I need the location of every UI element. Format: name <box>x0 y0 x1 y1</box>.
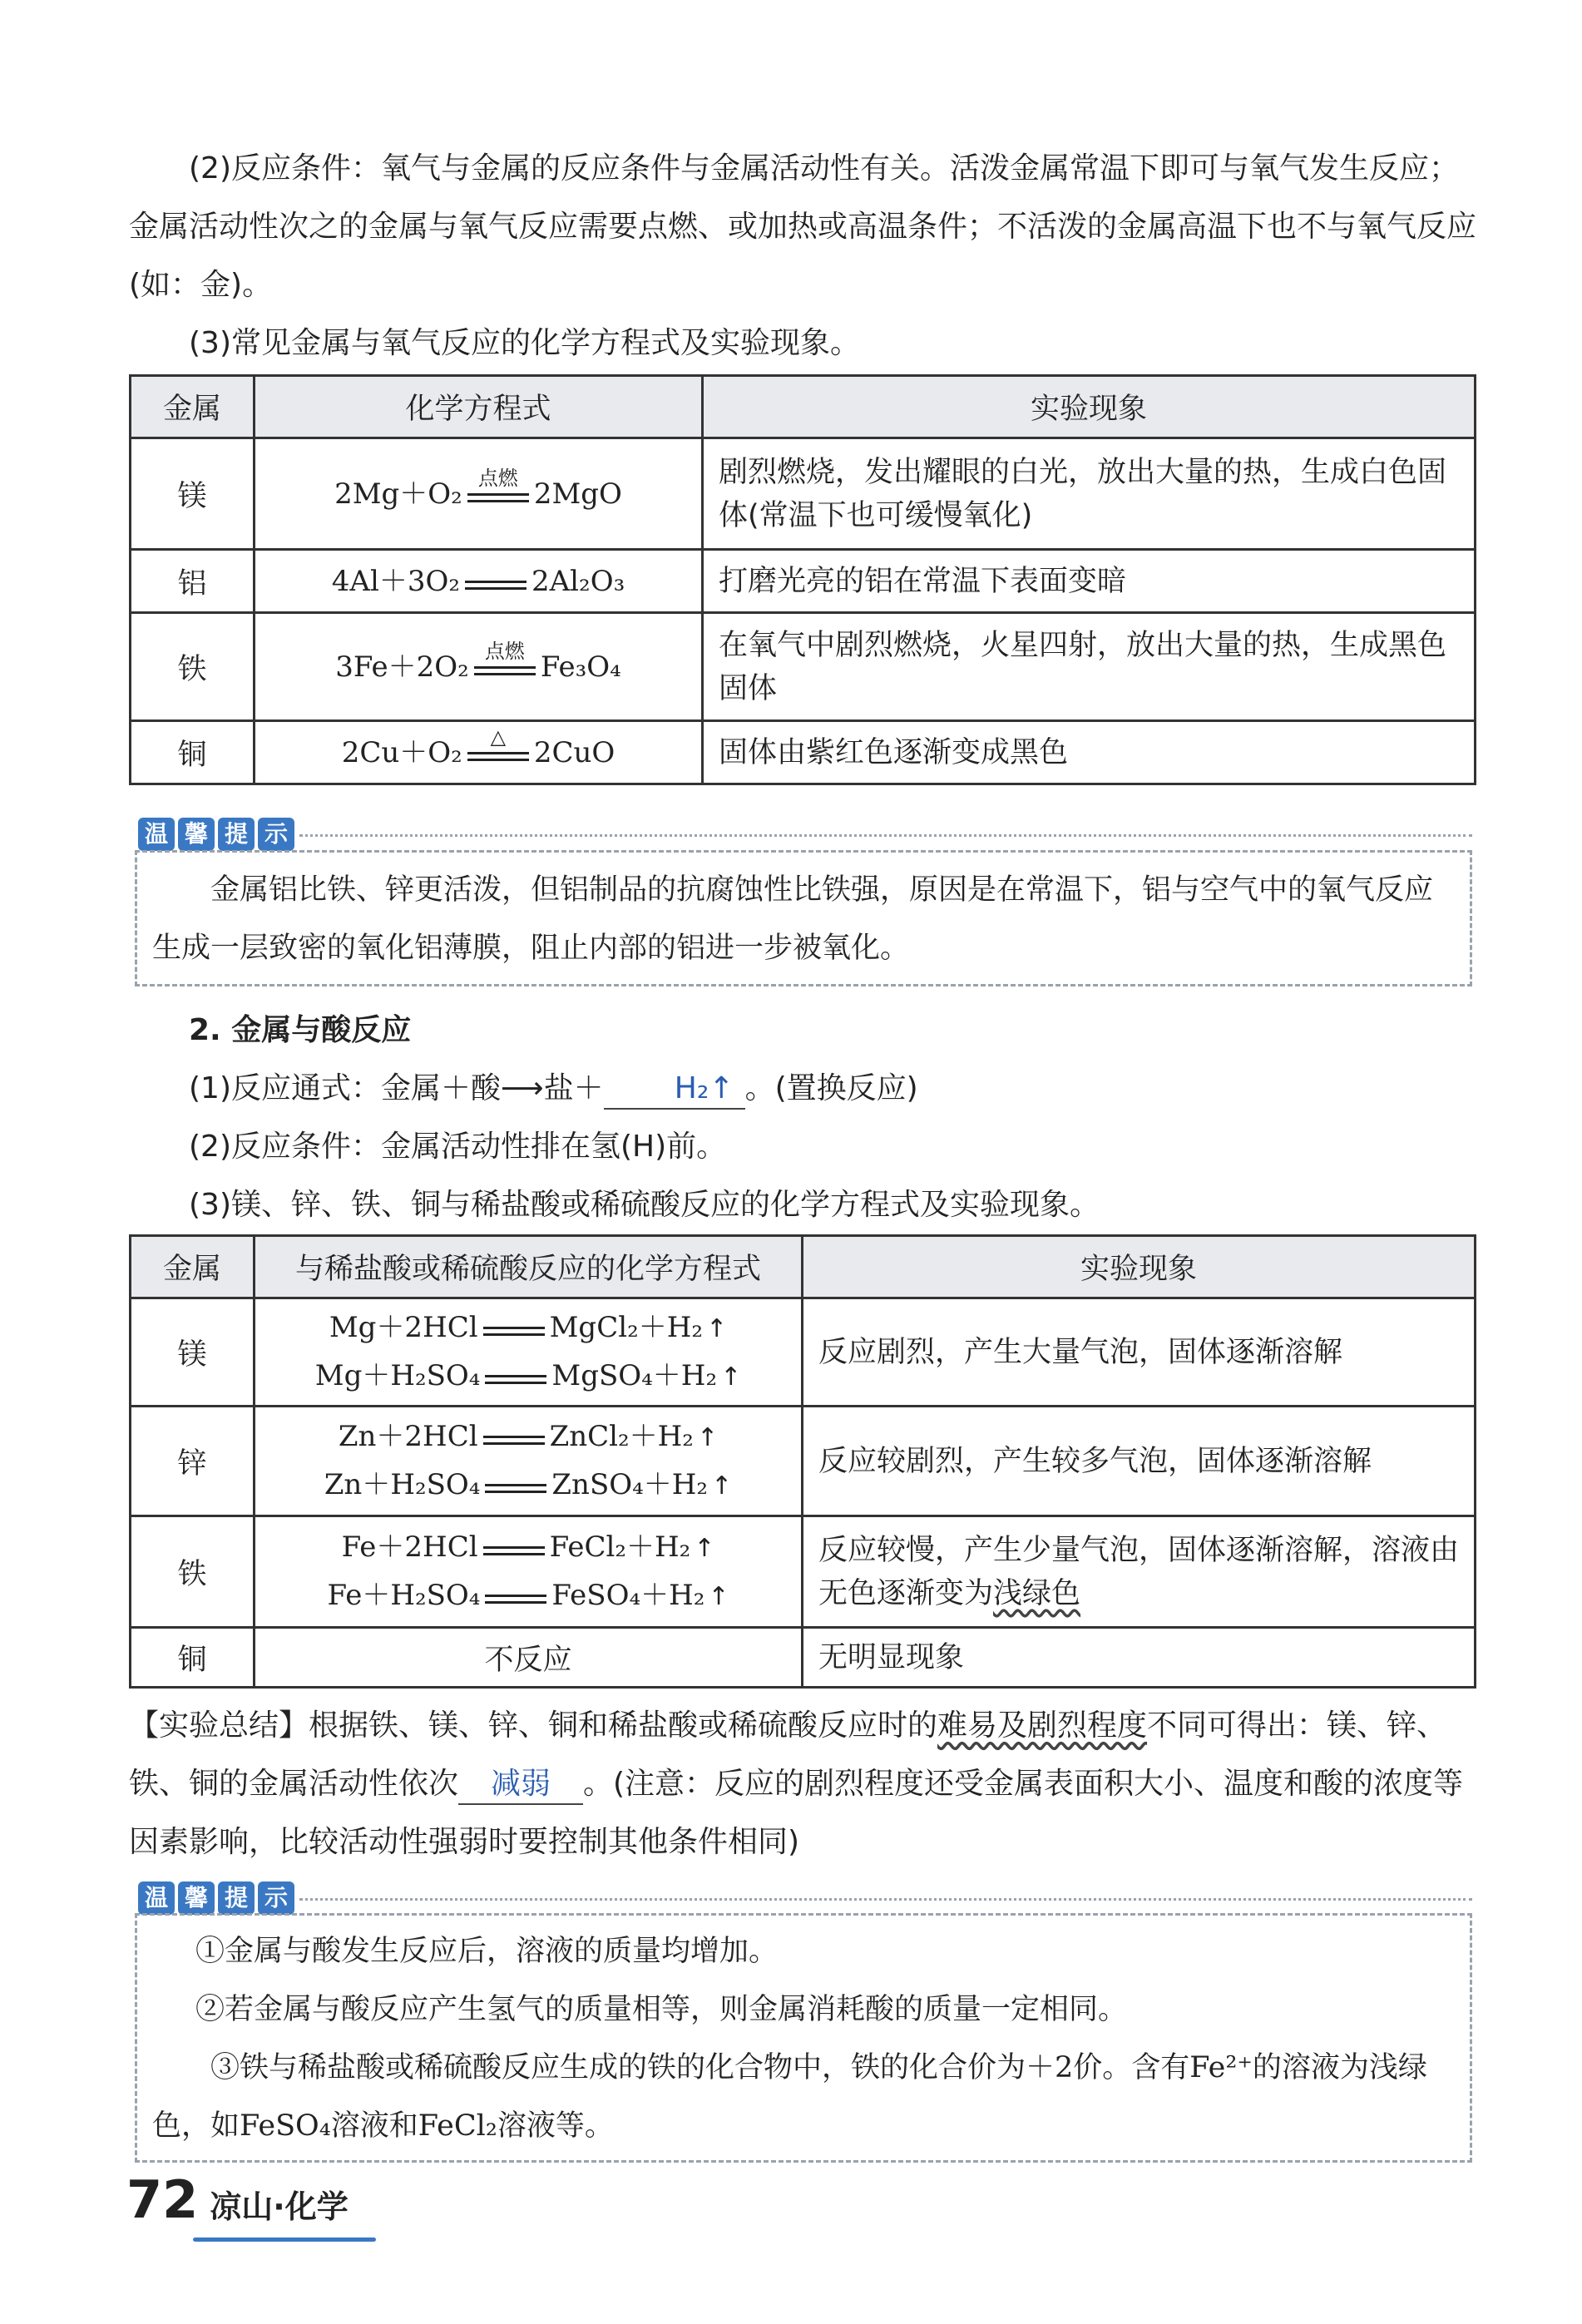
gas-up-arrow-icon: ↑ <box>706 1313 728 1343</box>
tip-label-char: 提 <box>218 818 255 851</box>
gas-up-arrow-icon: ↑ <box>711 1471 733 1501</box>
tip-label-char: 提 <box>218 1881 255 1915</box>
tip-label-char: 馨 <box>178 1881 215 1915</box>
section-title: 2. 金属与酸反应 <box>189 1013 412 1047</box>
paragraph-oxygen-intro: (3)常见金属与氧气反应的化学方程式及实验现象。 <box>189 326 860 360</box>
reaction-arrow <box>485 1585 546 1609</box>
table-row <box>131 438 1476 550</box>
eq-left: Fe＋H₂SO₄ <box>327 1578 481 1612</box>
eq-right: ZnSO₄＋H₂ <box>551 1467 709 1501</box>
table-header-row <box>131 376 1476 438</box>
phenomenon-cell: 在氧气中剧烈燃烧，火星四射，放出大量的热，生成黑色固体 <box>703 613 1476 721</box>
eq-left: Zn＋2HCl <box>338 1419 478 1453</box>
reaction-arrow <box>483 1317 545 1342</box>
metal-cell: 铜 <box>131 1628 255 1688</box>
eq-right: 2CuO <box>533 735 615 769</box>
answer-blank: H₂↑ <box>604 1070 745 1110</box>
equation-cell <box>255 1298 803 1407</box>
page-number: 72 <box>126 2169 199 2230</box>
metal-cell: 锌 <box>131 1407 255 1516</box>
eq-left: Zn＋H₂SO₄ <box>324 1467 481 1501</box>
table-row <box>131 1298 1476 1407</box>
reaction-arrow <box>485 1474 546 1499</box>
tip-label-char: 温 <box>138 818 175 851</box>
condition: △ <box>490 724 507 749</box>
paragraph-acid-conditions: (2)反应条件：金属活动性排在氢(H)前。 <box>189 1130 727 1164</box>
phenomenon-cell: 剧烈燃烧，发出耀眼的白光，放出大量的热，生成白色固体(常温下也可缓慢氧化) <box>703 438 1476 550</box>
metal-cell: 铜 <box>131 721 255 784</box>
header-equation: 与稀盐酸或稀硫酸反应的化学方程式 <box>255 1236 803 1298</box>
reaction-arrow <box>483 1536 545 1561</box>
reaction-arrow <box>465 571 527 596</box>
eq-left: 4Al＋3O₂ <box>331 564 460 598</box>
paragraph-acid-intro: (3)镁、锌、铁、铜与稀盐酸或稀硫酸反应的化学方程式及实验现象。 <box>189 1188 1100 1222</box>
metal-cell: 镁 <box>131 438 255 550</box>
summary-mid: 不同可得出：镁、锌、铁、铜的金属活动性依次 <box>129 1708 1447 1801</box>
eq-right: 2Al₂O₃ <box>531 564 625 598</box>
equation-cell <box>255 438 703 550</box>
reaction-arrow <box>467 466 529 508</box>
table-row <box>131 721 1476 784</box>
phenomenon-cell <box>803 1516 1476 1628</box>
reaction-arrow <box>474 639 536 681</box>
gas-up-arrow-icon: ↑ <box>720 1362 742 1392</box>
reaction-arrow <box>485 1365 546 1390</box>
experiment-summary <box>129 1697 1476 1872</box>
header-equation: 化学方程式 <box>255 376 703 438</box>
metal-cell: 镁 <box>131 1298 255 1407</box>
equation-cell <box>255 613 703 721</box>
phenomenon-cell: 打磨光亮的铝在常温下表面变暗 <box>703 550 1476 613</box>
tip-text: 金属铝比铁、锌更活泼，但铝制品的抗腐蚀性比铁强，原因是在常温下，铝与空气中的氧气反应生成一层致密的氧化铝薄膜，阻止内部的铝进一步被氧化。 <box>152 873 1434 965</box>
eq-right: ZnCl₂＋H₂ <box>549 1419 694 1453</box>
paragraph-general-formula <box>129 1060 1476 1118</box>
gas-up-arrow-icon: ↑ <box>694 1533 715 1563</box>
condition: 点燃 <box>484 639 525 663</box>
eq-left: 3Fe＋2O₂ <box>335 650 469 684</box>
gas-up-arrow-icon: ↑ <box>696 1422 719 1452</box>
condition: 点燃 <box>477 466 518 490</box>
tip-label <box>138 818 294 851</box>
brand-underline <box>193 2237 376 2242</box>
tip-label-char: 温 <box>138 1881 175 1915</box>
table-row <box>131 1407 1476 1516</box>
gas-up-arrow-icon: ↑ <box>708 1581 729 1611</box>
eq-right: MgSO₄＋H₂ <box>551 1358 718 1392</box>
tip-item: ①金属与酸发生反应后，溶液的质量均增加。 <box>195 1935 779 1968</box>
summary-pre: 【实验总结】根据铁、镁、锌、铜和稀盐酸或稀硫酸反应时的 <box>129 1708 938 1743</box>
eq-left: 2Cu＋O₂ <box>341 735 462 769</box>
emphasis-text: 浅绿色 <box>993 1576 1081 1610</box>
book-brand: 凉山·化学 <box>210 2188 349 2225</box>
summary-post: 。(注意：反应的剧烈程度还受金属表面积大小、温度和酸的浓度等因素影响，比较活动性强弱时要控制其他条件相同) <box>129 1767 1464 1859</box>
tip-box <box>135 850 1472 986</box>
tip-label-char: 示 <box>258 1881 294 1915</box>
equation-cell <box>255 550 703 613</box>
eq-right: FeCl₂＋H₂ <box>549 1530 691 1564</box>
tip-label-char: 示 <box>258 818 294 851</box>
tip-divider <box>299 834 1472 837</box>
eq-left: 2Mg＋O₂ <box>334 477 462 511</box>
eq-right: MgCl₂＋H₂ <box>549 1310 703 1344</box>
tip-label <box>138 1881 294 1915</box>
metal-cell: 铁 <box>131 613 255 721</box>
summary-text <box>129 1697 1476 1872</box>
phenomenon-cell: 无明显现象 <box>803 1628 1476 1688</box>
tip-item: ②若金属与酸反应产生氢气的质量相等，则金属消耗酸的质量一定相同。 <box>195 1993 1128 2026</box>
phenomenon-cell: 反应较剧烈，产生较多气泡，固体逐渐溶解 <box>803 1407 1476 1516</box>
header-metal: 金属 <box>131 376 255 438</box>
reaction-arrow <box>467 724 529 767</box>
eq-right: Fe₃O₄ <box>540 650 621 684</box>
table-row <box>131 550 1476 613</box>
paragraph-reaction-conditions: (2)反应条件：氧气与金属的反应条件与金属活动性有关。活泼金属常温下即可与氧气发生反应；金属活动性次之的金属与氧气反应需要点燃、或加热或高温条件；不活泼的金属高温下也不与氧气反应(如：金)。 <box>129 151 1477 302</box>
answer-blank: 减弱 <box>458 1765 583 1805</box>
metal-oxygen-table <box>129 374 1476 785</box>
eq-left: Mg＋H₂SO₄ <box>314 1358 481 1392</box>
eq-left: Fe＋2HCl <box>341 1530 478 1564</box>
equation-cell <box>255 1407 803 1516</box>
reaction-arrow <box>483 1426 545 1451</box>
phenomenon-text: 反应较慢，产生少量气泡，固体逐渐溶解，溶液由无色逐渐变为 <box>818 1533 1460 1610</box>
table-row <box>131 613 1476 721</box>
section2 <box>129 1001 1476 1234</box>
equation-cell: 不反应 <box>255 1628 803 1688</box>
header-metal: 金属 <box>131 1236 255 1298</box>
eq-right: FeSO₄＋H₂ <box>551 1578 705 1612</box>
tip-box <box>135 1913 1472 2163</box>
tip-label-char: 馨 <box>178 818 215 851</box>
phenomenon-cell: 反应剧烈，产生大量气泡，固体逐渐溶解 <box>803 1298 1476 1407</box>
equation-cell <box>255 721 703 784</box>
table-row <box>131 1628 1476 1688</box>
page-footer <box>126 2169 349 2230</box>
eq-left: Mg＋2HCl <box>329 1310 478 1344</box>
tip-item: ③铁与稀盐酸或稀硫酸反应生成的铁的化合物中，铁的化合价为＋2价。含有Fe²⁺的溶液为浅绿色，如FeSO₄溶液和FeCl₂溶液等。 <box>152 2051 1427 2143</box>
equation-cell <box>255 1516 803 1628</box>
formula-text: (1)反应通式：金属＋酸⟶盐＋ <box>189 1071 604 1105</box>
section1 <box>129 140 1476 373</box>
table-header-row <box>131 1236 1476 1298</box>
formula-note: 。(置换反应) <box>744 1071 918 1105</box>
eq-right: 2MgO <box>533 477 622 511</box>
metal-cell: 铝 <box>131 550 255 613</box>
emphasis-text: 难易及剧烈程度 <box>937 1708 1148 1743</box>
header-phenomenon: 实验现象 <box>703 376 1476 438</box>
metal-cell: 铁 <box>131 1516 255 1628</box>
header-phenomenon: 实验现象 <box>803 1236 1476 1298</box>
metal-acid-table <box>129 1234 1476 1689</box>
tip-divider <box>299 1898 1472 1901</box>
phenomenon-cell: 固体由紫红色逐渐变成黑色 <box>703 721 1476 784</box>
table-row <box>131 1516 1476 1628</box>
